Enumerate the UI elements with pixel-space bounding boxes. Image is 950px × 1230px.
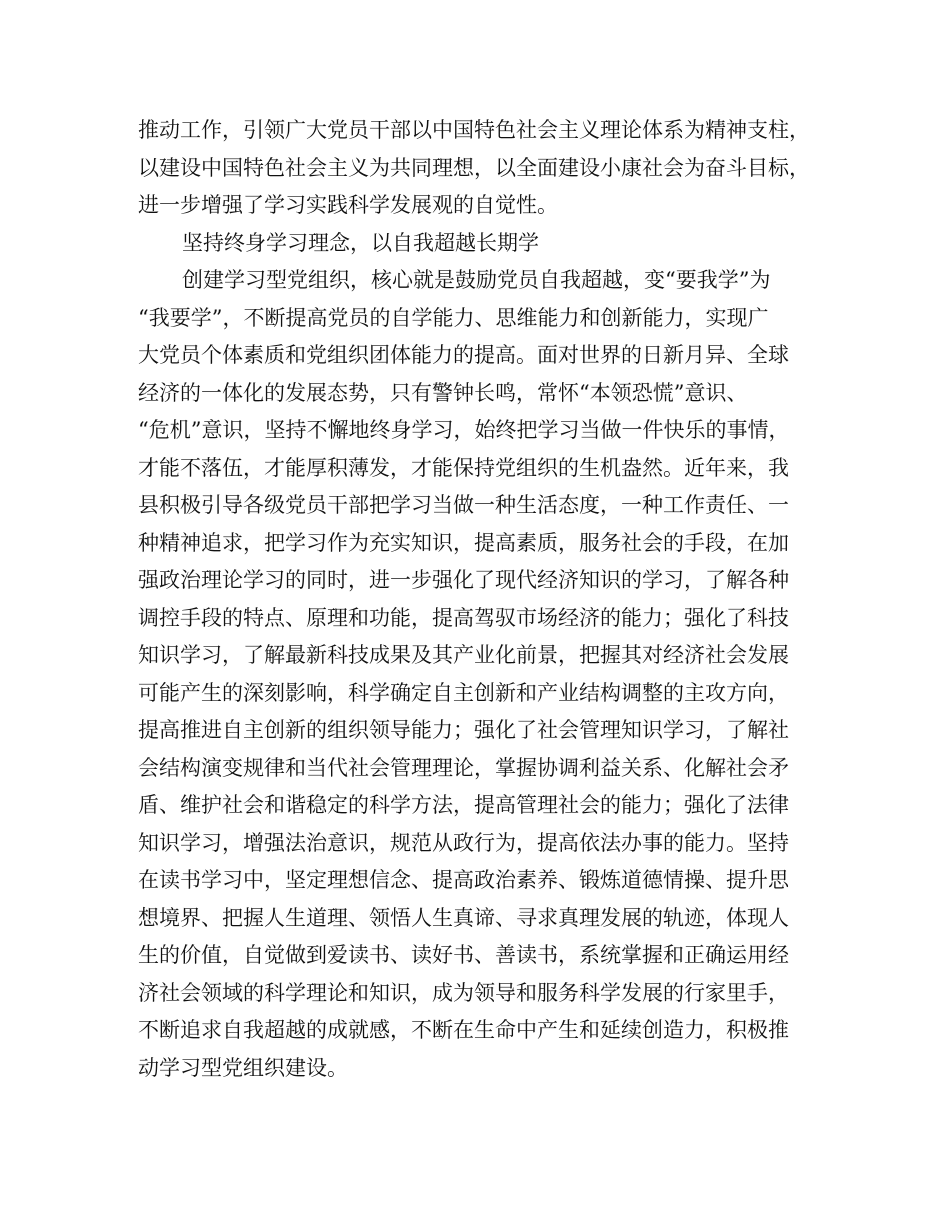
text-line: 强政治理论学习的同时，进一步强化了现代经济知识的学习，了解各种: [138, 568, 789, 592]
text-line: 才能不落伍，才能厚积薄发，才能保持党组织的生机盎然。近年来，我: [138, 455, 789, 480]
text-line: 坚持终身学习理念，以自我超越长期学: [182, 230, 539, 255]
text-line: 知识学习，增强法治意识，规范从政行为，提高依法办事的能力。坚持: [138, 830, 789, 855]
text-line: 提高推进自主创新的组织领导能力；强化了社会管理知识学习，了解社: [138, 718, 789, 742]
text-line: 不断追求自我超越的成就感，不断在生命中产生和延续创造力，积极推: [138, 1018, 789, 1042]
text-line: “危机”意识，坚持不懈地终身学习，始终把学习当做一件快乐的事情，: [138, 418, 790, 442]
text-line: 创建学习型党组织，核心就是鼓励党员自我超越，变“要我学”为: [182, 268, 771, 292]
text-line: “我要学”，不断提高党员的自学能力、思维能力和创新能力，实现广: [138, 305, 769, 330]
text-line: 调控手段的特点、原理和功能，提高驾驭市场经济的能力；强化了科技: [138, 605, 789, 630]
text-line: 以建设中国特色社会主义为共同理想，以全面建设小康社会为奋斗目标，: [138, 155, 810, 180]
text-line: 知识学习，了解最新科技成果及其产业化前景，把握其对经济社会发展: [138, 643, 789, 667]
text-line: 想境界、把握人生道理、领悟人生真谛、寻求真理发展的轨迹，体现人: [138, 905, 789, 930]
text-line: 生的价值，自觉做到爱读书、读好书、善读书，系统掌握和正确运用经: [138, 943, 789, 967]
text-line: 大党员个体素质和党组织团体能力的提高。面对世界的日新月异、全球: [138, 343, 789, 367]
text-line: 种精神追求，把学习作为充实知识，提高素质，服务社会的手段，在加: [138, 530, 789, 555]
text-line: 推动工作，引领广大党员干部以中国特色社会主义理论体系为精神支柱，: [138, 118, 810, 142]
text-line: 进一步增强了学习实践科学发展观的自觉性。: [138, 193, 558, 217]
text-line: 县积极引导各级党员干部把学习当做一种生活态度，一种工作责任、一: [138, 493, 789, 517]
document-body: [138, 112, 828, 1087]
text-line: 可能产生的深刻影响，科学确定自主创新和产业结构调整的主攻方向，: [138, 680, 789, 705]
text-line: 经济的一体化的发展态势，只有警钟长鸣，常怀“本领恐慌”意识、: [138, 380, 748, 405]
text-line: 动学习型党组织建设。: [138, 1055, 348, 1080]
text-line: 盾、维护社会和谐稳定的科学方法，提高管理社会的能力；强化了法律: [138, 793, 789, 817]
text-line: 会结构演变规律和当代社会管理理论，掌握协调利益关系、化解社会矛: [138, 755, 789, 780]
text-line: 在读书学习中，坚定理想信念、提高政治素养、锻炼道德情操、提升思: [138, 868, 789, 892]
text-line: 济社会领域的科学理论和知识，成为领导和服务科学发展的行家里手，: [138, 980, 789, 1005]
